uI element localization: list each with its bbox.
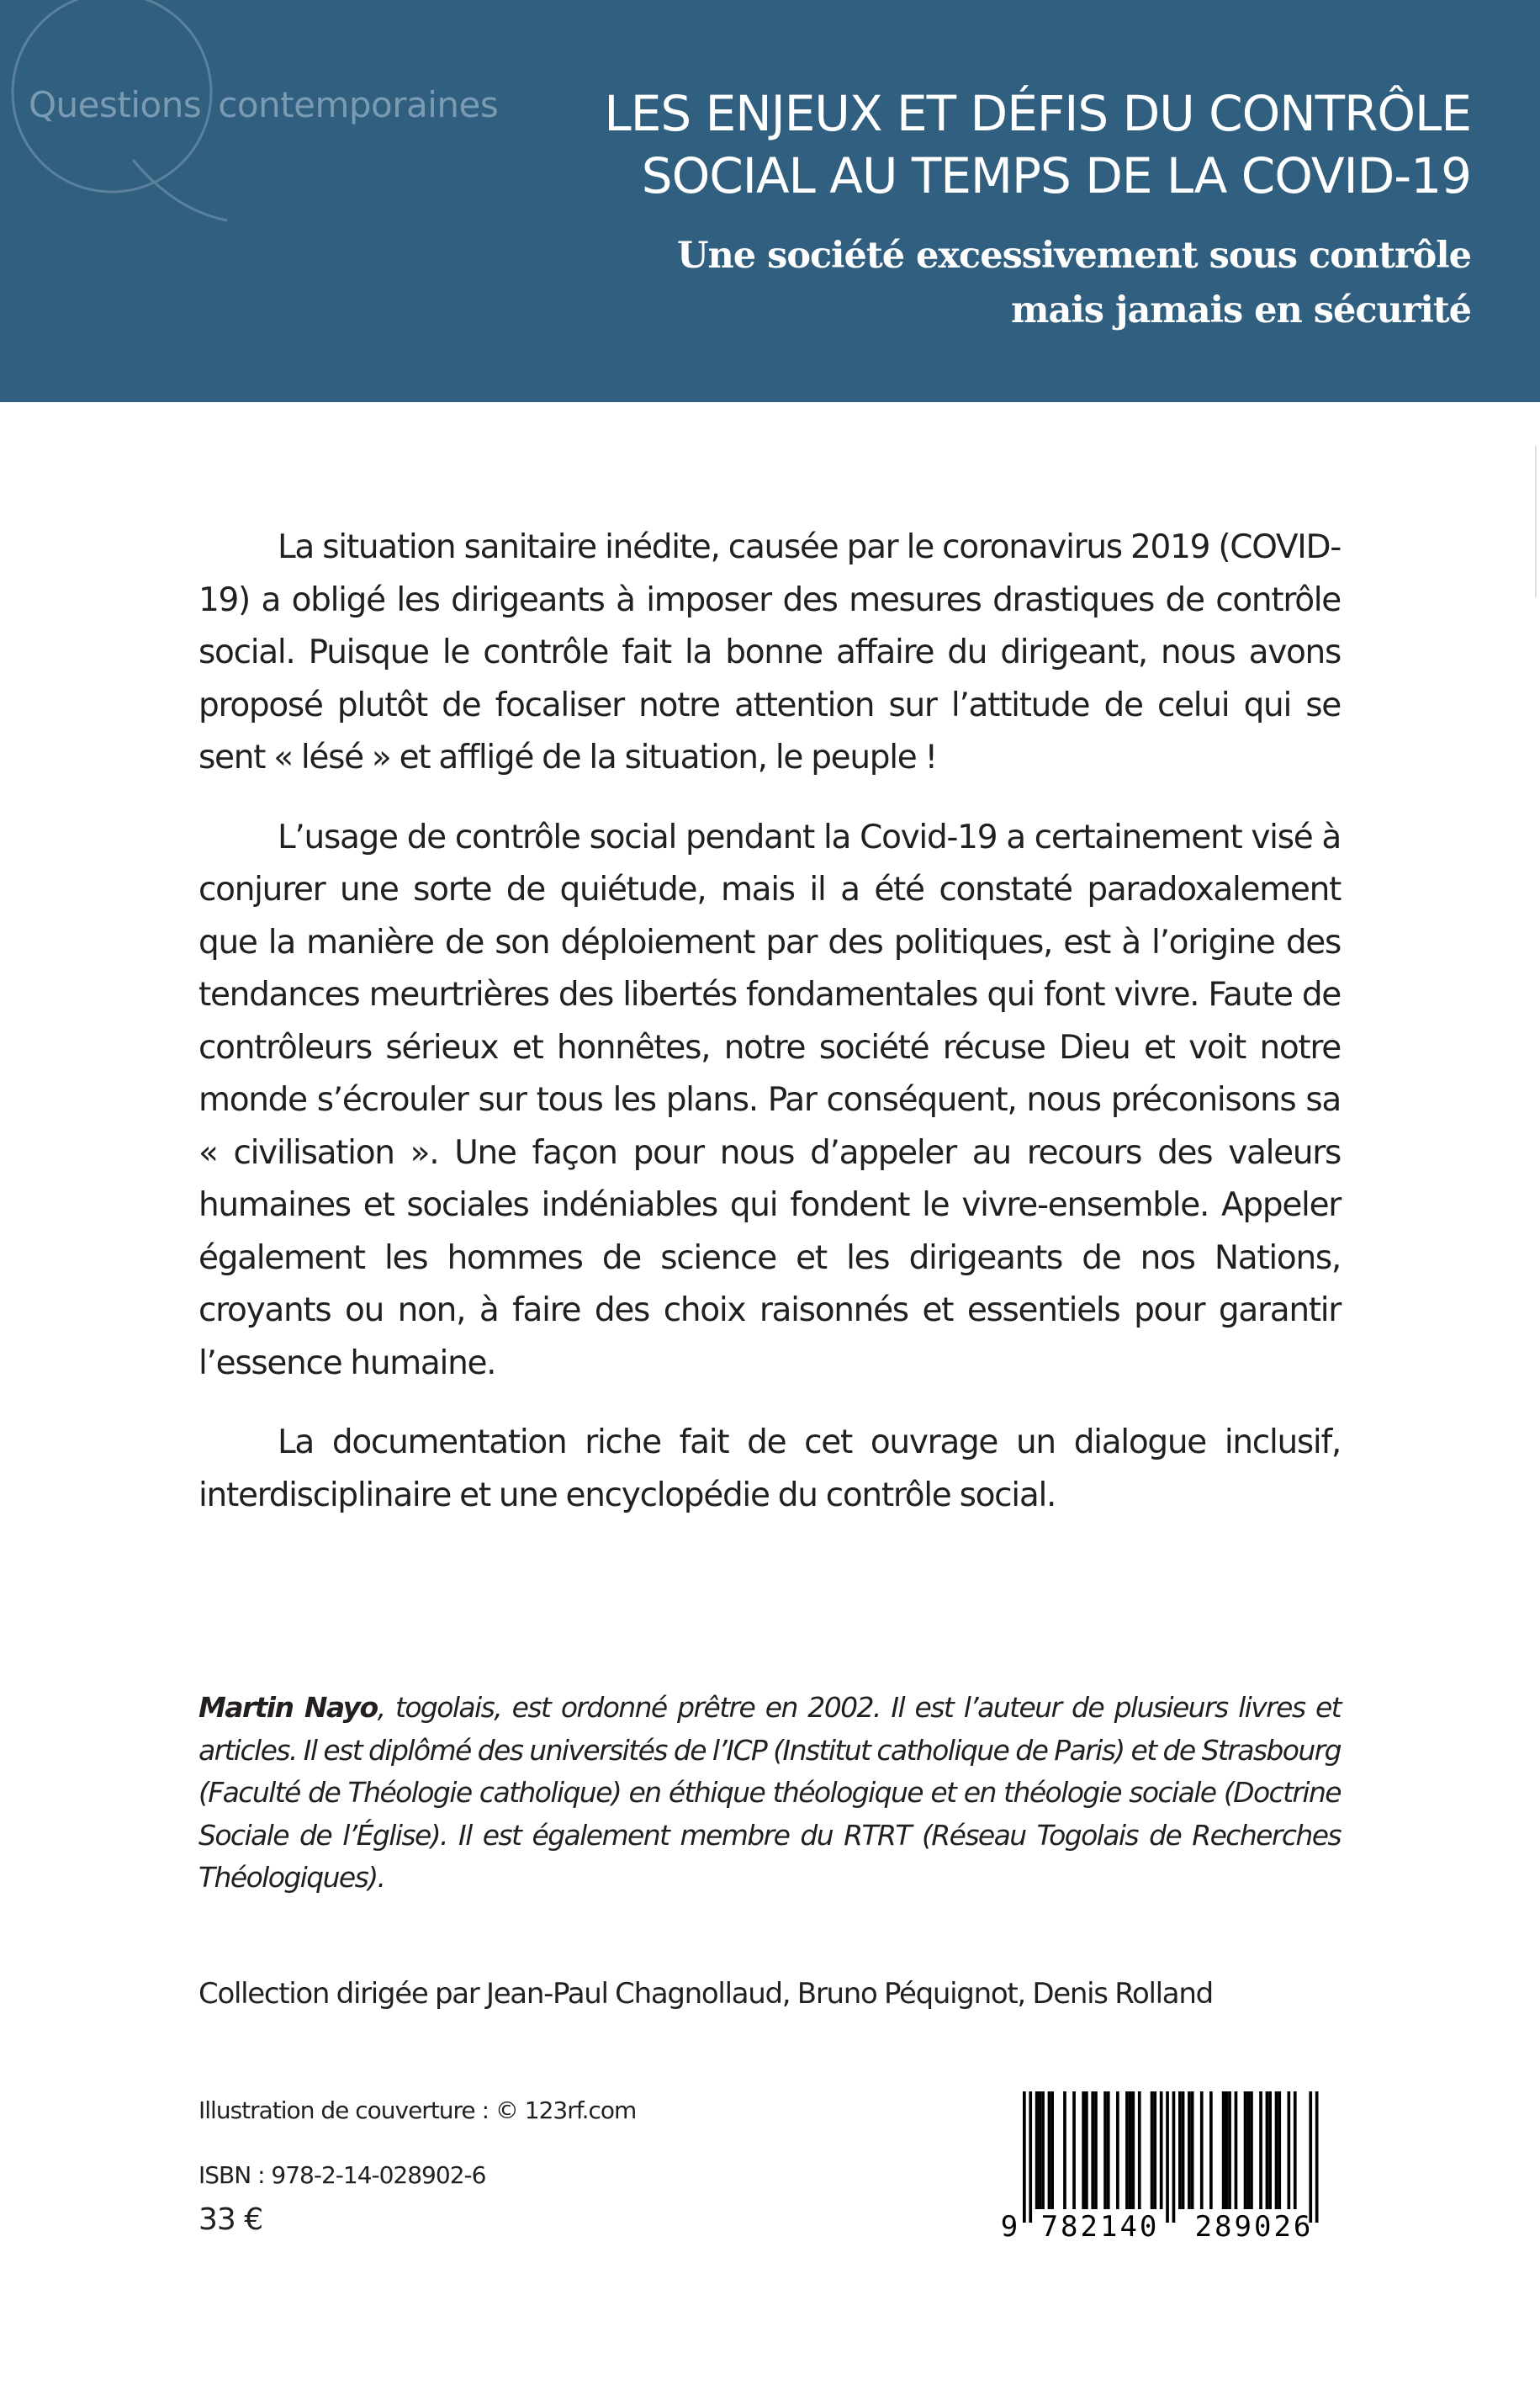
barcode-bar	[1275, 2091, 1278, 2209]
barcode-bar	[1160, 2091, 1163, 2209]
barcode-bar	[1041, 2091, 1045, 2209]
barcode-bar	[1125, 2091, 1129, 2209]
barcode-bar	[1182, 2091, 1185, 2209]
barcode-bar	[1278, 2091, 1281, 2209]
barcode-bar	[1035, 2091, 1039, 2209]
author-bio	[198, 1687, 1341, 1900]
back-cover-blurb	[198, 522, 1341, 1549]
blurb-paragraph-3: La documentation riche fait de cet ouvrage un dialogue inclusif, interdisciplinaire et une encyclopédie du contrôle social.	[198, 1423, 1341, 1514]
barcode-graphic	[998, 2088, 1347, 2241]
barcode-bars	[1023, 2091, 1319, 2223]
barcode-bar	[1250, 2091, 1253, 2209]
barcode-bar	[1315, 2091, 1319, 2223]
series-name-part2: contemporaines	[218, 84, 499, 125]
author-name: Martin Nayo	[198, 1691, 378, 1724]
price: 33 €	[198, 2202, 263, 2237]
book-title-line2: SOCIAL AU TEMPS DE LA COVID-19	[641, 147, 1471, 204]
barcode-bar	[1235, 2091, 1238, 2209]
cover-header-band	[0, 0, 1540, 402]
barcode-bar	[1103, 2091, 1107, 2209]
barcode-bar	[1209, 2091, 1213, 2209]
book-subtitle-line1: Une société excessivement sous contrôle	[677, 235, 1471, 277]
barcode-bar	[1063, 2091, 1066, 2209]
barcode-bar	[1309, 2091, 1312, 2223]
barcode-bar	[1200, 2091, 1204, 2209]
blurb-paragraph-1: La situation sanitaire inédite, causée par le coronavirus 2019 (COVID-19) a obligé les dirigeants à imposer des mesures drastiques de contrôle social. Puisque le contrôle fait la bonne affaire du dirigeant, nous avons proposé plutôt de focaliser notre attention sur l’attitude de celui qui se sent « lésé » et affligé de la situation, le peuple !	[198, 528, 1341, 776]
series-q-logo	[7, 0, 225, 252]
series-name-part1: Questions	[29, 84, 202, 125]
barcode-bar	[1048, 2091, 1051, 2209]
author-bio-text: , togolais, est ordonné prêtre en 2002. Il est l’auteur de plusieurs livres et articles. Il est diplômé des universités de l’ICP (Institut catholique de Paris) et de Strasbourg (Faculté de Théologie catholique) en éthique théologique et en théologie sociale (Doctrine Sociale de l’Église). Il est également membre du RTRT (Réseau Togolais de Recherches Théologiques).	[198, 1691, 1341, 1894]
barcode-bar	[1039, 2091, 1042, 2209]
barcode-bar	[1151, 2091, 1154, 2209]
barcode-bar	[1222, 2091, 1225, 2209]
book-title-line1: LES ENJEUX ET DÉFIS DU CONTRÔLE	[604, 85, 1471, 142]
barcode-bar	[1050, 2091, 1054, 2209]
barcode-bar	[1085, 2091, 1088, 2209]
barcode-bar	[1138, 2091, 1141, 2209]
barcode-bar	[1132, 2091, 1135, 2209]
barcode-bar	[1082, 2091, 1085, 2209]
barcode-bar	[1116, 2091, 1119, 2209]
barcode-digit-group2: 289026	[1194, 2210, 1314, 2241]
barcode-bar	[1244, 2091, 1247, 2209]
barcode-digit-first: 9	[1000, 2210, 1019, 2241]
illustration-credit: Illustration de couverture : © 123rf.com	[198, 2096, 637, 2124]
barcode-bar	[1228, 2091, 1231, 2209]
barcode-bar	[1288, 2091, 1291, 2209]
barcode-bar	[1166, 2091, 1169, 2223]
barcode-bar	[1246, 2091, 1250, 2209]
book-subtitle-line2: mais jamais en sécurité	[1011, 289, 1471, 331]
collection-directors: Collection dirigée par Jean-Paul Chagnollaud, Bruno Péquignot, Denis Rolland	[198, 1977, 1213, 2011]
barcode-bar	[1107, 2091, 1110, 2209]
isbn: ISBN : 978-2-14-028902-6	[198, 2161, 486, 2189]
page-edge-divider	[1535, 446, 1537, 597]
barcode-bar	[1178, 2091, 1182, 2209]
barcode-bar	[1294, 2091, 1297, 2209]
barcode-bar	[1153, 2091, 1156, 2209]
barcode-digit-group1: 782140	[1040, 2210, 1160, 2241]
barcode-bar	[1266, 2091, 1269, 2209]
barcode-bar	[1188, 2091, 1191, 2209]
barcode-bar	[1268, 2091, 1272, 2209]
barcode-bar	[1091, 2091, 1094, 2209]
barcode-bar	[1172, 2091, 1176, 2223]
series-name	[29, 84, 498, 125]
barcode-bar	[1259, 2091, 1262, 2209]
barcode-bar	[1072, 2091, 1076, 2209]
barcode-bar	[1094, 2091, 1098, 2209]
barcode	[998, 2088, 1347, 2241]
barcode-bar	[1225, 2091, 1229, 2209]
barcode-bar	[1023, 2091, 1026, 2223]
barcode-bar	[1029, 2091, 1032, 2223]
barcode-bar	[1191, 2091, 1194, 2209]
blurb-paragraph-2: L’usage de contrôle social pendant la Covid-19 a certainement visé à conjurer une sorte de quiétude, mais il a été constaté paradoxalement que la manière de son déploiement par des politiques, est à l’origine des tendances meurtrières des libertés fondamentales qui font vivre. Faute de contrôleurs sérieux et honnêtes, notre société récuse Dieu et voit notre monde s’écrouler sur tous les plans. Par conséquent, nous préconisons sa « civilisation ». Une façon pour nous d’appeler au recours des valeurs humaines et sociales indéniables qui fondent le vivre-ensemble. Appeler également les hommes de science et les dirigeants de nos Nations, croyants ou non, à faire des choix raisonnés et essentiels pour garantir l’essence humaine.	[198, 818, 1341, 1382]
barcode-bar	[1129, 2091, 1132, 2209]
